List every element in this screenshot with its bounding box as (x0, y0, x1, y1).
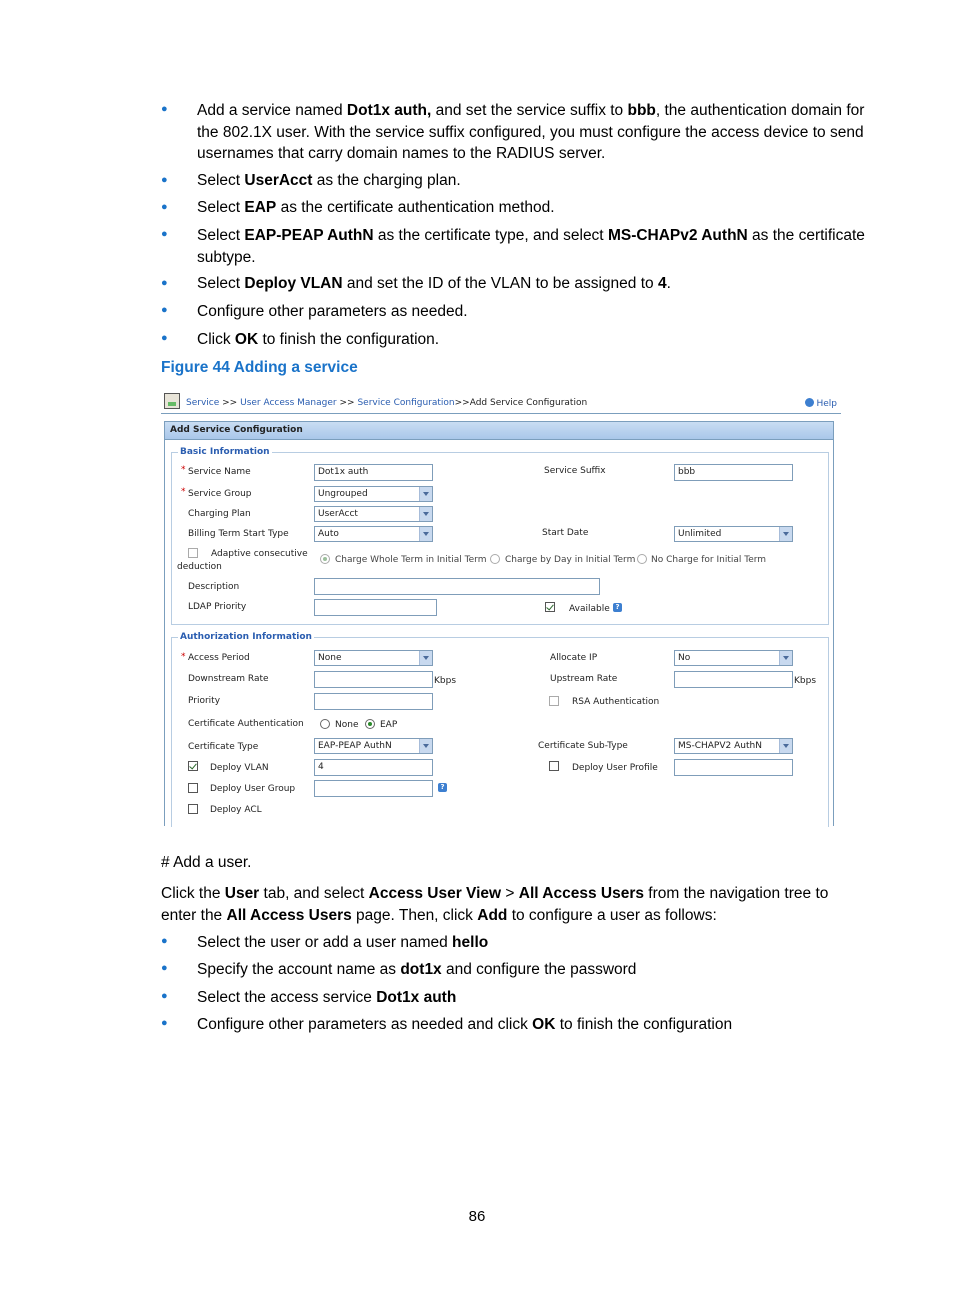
deploy-vlan-checkbox[interactable] (188, 761, 198, 771)
priority-input[interactable] (314, 693, 433, 710)
breadcrumb (161, 390, 841, 414)
text-run: tab, and select (259, 885, 369, 902)
chevron-down-icon (779, 739, 792, 753)
bullet-icon: ● (161, 103, 168, 115)
deploy-user-group-label: Deploy User Group (210, 784, 296, 794)
text-run: to finish the configuration. (258, 331, 440, 348)
available-label: Available (569, 604, 610, 614)
bullet-item (197, 932, 867, 954)
priority-label: Priority (188, 696, 221, 706)
certificate-type-label: Certificate Type (188, 742, 259, 752)
text-run: and configure the password (441, 961, 637, 978)
bold-term: EAP-PEAP AuthN (244, 227, 374, 244)
upstream-rate-label: Upstream Rate (550, 674, 618, 684)
text-run: Configure other parameters as needed and click (197, 1016, 533, 1033)
cert-none-label: None (335, 720, 359, 730)
text-run: as the certificate type, and select (373, 227, 608, 244)
deploy-user-profile-checkbox[interactable] (549, 761, 559, 771)
text-run: , the authentication domain for the 802.1X user. With the service suffix configured, you must configure the access device to send usernames that carry domain names to the RADIUS server. (197, 102, 865, 162)
bullet-item (197, 100, 867, 165)
text-run: Configure other parameters as needed. (197, 303, 468, 320)
rsa-authentication-checkbox[interactable] (549, 696, 559, 706)
help-link[interactable]: Help (805, 398, 837, 409)
billing-start-select[interactable]: Auto (314, 526, 433, 542)
breadcrumb-service-configuration[interactable]: Service Configuration (357, 398, 455, 408)
text-run: as the certificate authentication method. (276, 199, 555, 216)
chevron-down-icon (419, 527, 432, 541)
group-title: Authorization Information (180, 632, 312, 642)
bold-term: 4 (657, 275, 667, 292)
bullet-icon: ● (161, 277, 168, 289)
breadcrumb-separator: >> (222, 398, 238, 408)
bold-term: All Access Users (226, 906, 352, 924)
required-marker: * (181, 465, 186, 475)
adaptive-deduction-checkbox[interactable] (188, 548, 198, 558)
text-run: . (666, 275, 671, 292)
breadcrumb-service[interactable]: Service (186, 398, 220, 408)
required-marker: * (181, 487, 186, 497)
text-run: Click the (161, 885, 225, 902)
text-run: > (501, 885, 519, 902)
certificate-authentication-label: Certificate Authentication (188, 719, 304, 729)
bullet-item (197, 225, 867, 268)
certificate-subtype-select[interactable]: MS-CHAPV2 AuthN (674, 738, 793, 754)
text-run: to finish the configuration (555, 1016, 733, 1033)
page-number: 86 (468, 1208, 486, 1225)
description-label: Description (188, 582, 240, 592)
bullet-item (197, 301, 867, 323)
bullet-item (197, 329, 867, 351)
text-run: as the certificate subtype. (197, 227, 865, 266)
text-run: to configure a user as follows: (507, 906, 717, 924)
deploy-acl-label: Deploy ACL (210, 805, 262, 815)
bold-term: bbb (627, 102, 656, 119)
description-input[interactable] (314, 578, 600, 595)
text-run: Select (197, 275, 245, 292)
certificate-subtype-label: Certificate Sub-Type (538, 741, 628, 751)
access-period-label: Access Period (188, 653, 250, 663)
bold-term: User (224, 885, 260, 902)
bullet-icon: ● (161, 1017, 168, 1029)
bullet-icon: ● (161, 304, 168, 316)
bullet-icon: ● (161, 935, 168, 947)
rsa-authentication-label: RSA Authentication (572, 697, 660, 707)
charge-whole-term-label: Charge Whole Term in Initial Term (335, 555, 487, 565)
bold-term: MS-CHAPv2 AuthN (607, 227, 748, 244)
chevron-down-icon (779, 651, 792, 665)
deploy-vlan-label: Deploy VLAN (210, 763, 269, 773)
bold-term: OK (532, 1016, 556, 1033)
text-run: Select the access service (197, 989, 377, 1006)
allocate-ip-label: Allocate IP (550, 653, 598, 663)
figure-screenshot (161, 390, 841, 826)
bold-term: All Access Users (518, 885, 644, 902)
bullet-icon: ● (161, 174, 168, 186)
charge-by-day-label: Charge by Day in Initial Term (505, 555, 636, 565)
cert-eap-radio[interactable] (365, 719, 375, 729)
text-run: as the charging plan. (312, 172, 461, 189)
charging-plan-select[interactable]: UserAcct (314, 506, 433, 522)
service-group-select[interactable]: Ungrouped (314, 486, 433, 502)
breadcrumb-user-access-manager[interactable]: User Access Manager (240, 398, 337, 408)
deploy-vlan-input[interactable]: 4 (314, 759, 433, 776)
bold-term: hello (452, 934, 489, 951)
available-checkbox[interactable] (545, 602, 555, 612)
chevron-down-icon (419, 651, 432, 665)
required-marker: * (181, 652, 186, 662)
text-run: and set the service suffix to (431, 102, 628, 119)
text-run: Select (197, 172, 245, 189)
certificate-type-select[interactable]: EAP-PEAP AuthN (314, 738, 433, 754)
bullet-item (197, 197, 867, 219)
adaptive-deduction-label-cont: deduction (177, 562, 222, 572)
text-run: Select (197, 199, 245, 216)
add-user-paragraph (161, 883, 867, 926)
figure-caption: Figure 44 Adding a service (161, 359, 358, 376)
bullet-icon: ● (161, 228, 168, 240)
question-icon[interactable]: ? (438, 783, 447, 792)
service-suffix-label: Service Suffix (544, 466, 606, 476)
ldap-priority-label: LDAP Priority (188, 602, 247, 612)
text-run: from the navigation tree to enter the (161, 885, 829, 924)
bold-term: dot1x (400, 961, 442, 978)
bold-term: Dot1x auth, (346, 102, 432, 119)
deploy-user-profile-label: Deploy User Profile (572, 763, 658, 773)
start-date-label: Start Date (542, 528, 589, 538)
downstream-rate-input[interactable] (314, 671, 433, 688)
downstream-rate-label: Downstream Rate (188, 674, 269, 684)
bullet-icon: ● (161, 201, 168, 213)
bullet-icon: ● (161, 990, 168, 1002)
chevron-down-icon (419, 487, 432, 501)
bullet-item (197, 1014, 867, 1036)
chevron-down-icon (419, 739, 432, 753)
ldap-priority-input[interactable] (314, 599, 437, 616)
text-run: Select (197, 227, 245, 244)
access-period-select[interactable]: None (314, 650, 433, 666)
bold-term: OK (234, 331, 259, 348)
bold-term: Dot1x auth (376, 989, 457, 1006)
bold-term: Deploy VLAN (244, 275, 343, 292)
group-title: Basic Information (180, 447, 270, 457)
upstream-rate-input[interactable] (674, 671, 793, 688)
service-name-input[interactable]: Dot1x auth (314, 464, 433, 481)
service-name-label: Service Name (188, 467, 251, 477)
bold-term: Access User View (368, 885, 502, 902)
bold-term: EAP (244, 199, 277, 216)
text-run: Click (197, 331, 235, 348)
basic-information-group (171, 447, 829, 625)
breadcrumb-current: >>Add Service Configuration (454, 398, 588, 408)
text-run: page. Then, click (351, 906, 478, 924)
text-run: Specify the account name as (197, 961, 401, 978)
billing-start-label: Billing Term Start Type (188, 529, 289, 539)
breadcrumb-separator: >> (339, 398, 355, 408)
kbps-unit: Kbps (794, 676, 817, 686)
chevron-down-icon (419, 507, 432, 521)
bullet-item (197, 959, 867, 981)
panel-title: Add Service Configuration (165, 422, 833, 440)
authorization-information-group (171, 632, 829, 827)
bullet-item (197, 170, 867, 192)
text-run: and set the ID of the VLAN to be assigned to (342, 275, 658, 292)
question-icon[interactable]: ? (613, 603, 622, 612)
deploy-user-group-input[interactable] (314, 780, 433, 797)
deploy-user-profile-input[interactable] (674, 759, 793, 776)
start-date-select[interactable]: Unlimited (674, 526, 793, 542)
cert-none-radio[interactable] (320, 719, 330, 729)
cert-eap-label: EAP (380, 720, 398, 730)
bold-term: UserAcct (244, 172, 313, 189)
service-suffix-input[interactable]: bbb (674, 464, 793, 481)
bold-term: Add (477, 906, 508, 924)
no-charge-radio[interactable] (637, 554, 647, 564)
deploy-acl-checkbox[interactable] (188, 804, 198, 814)
text-run: Add a service named (197, 102, 347, 119)
text-run: Select the user or add a user named (197, 934, 453, 951)
charge-whole-term-radio[interactable] (320, 554, 330, 564)
bullet-icon: ● (161, 962, 168, 974)
bullet-item (197, 273, 867, 295)
add-user-heading: # Add a user. (161, 854, 252, 871)
charging-plan-label: Charging Plan (188, 509, 251, 519)
charge-by-day-radio[interactable] (490, 554, 500, 564)
service-icon (164, 393, 180, 409)
add-service-panel (164, 421, 834, 826)
allocate-ip-select[interactable]: No (674, 650, 793, 666)
deploy-user-group-checkbox[interactable] (188, 783, 198, 793)
service-group-label: Service Group (188, 489, 252, 499)
adaptive-deduction-label: Adaptive consecutive (211, 549, 308, 559)
no-charge-label: No Charge for Initial Term (651, 555, 767, 565)
chevron-down-icon (779, 527, 792, 541)
kbps-unit: Kbps (434, 676, 457, 686)
bullet-item (197, 987, 867, 1009)
bullet-icon: ● (161, 332, 168, 344)
